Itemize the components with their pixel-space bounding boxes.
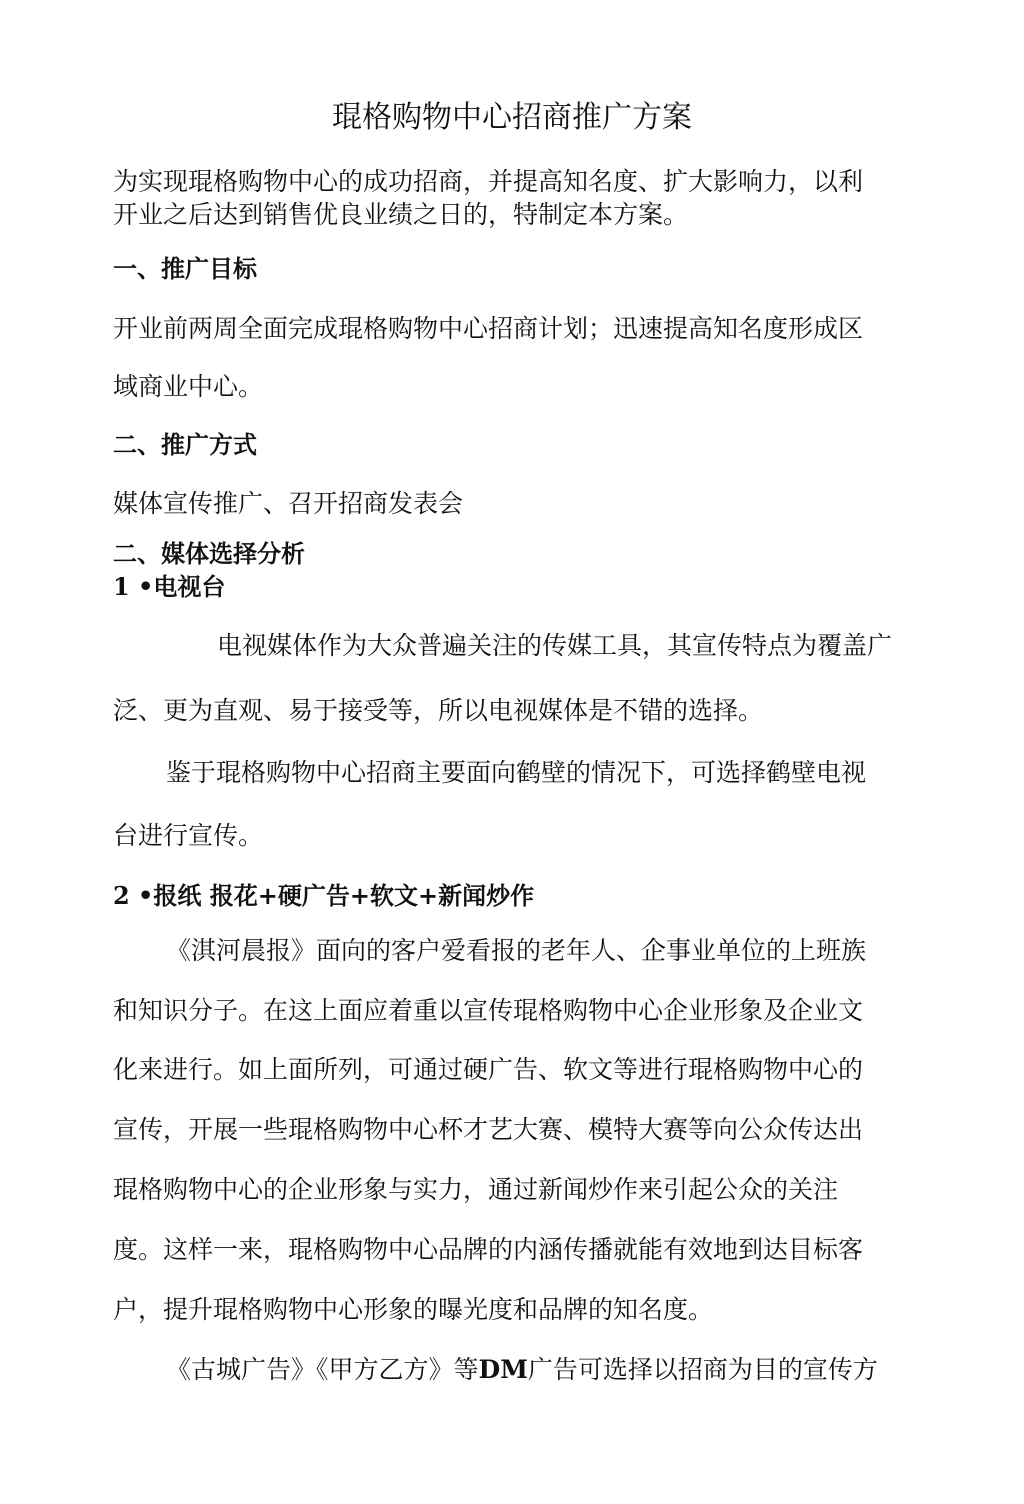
subheading-tv: 1 •电视台 <box>113 572 226 601</box>
news-para2-line-1 <box>166 1354 878 1386</box>
news-para2-text-a: 《古城广告》《甲方乙方》等 <box>166 1355 479 1384</box>
tv-para1-line-1: 电视媒体作为大众普遍关注的传媒工具，其宣传特点为覆盖广 <box>217 631 893 660</box>
news-para2-text-b: 广告可选择以招商为目的宣传方 <box>527 1355 878 1384</box>
intro-line-1: 为实现琨格购物中心的成功招商，并提高知名度、扩大影响力，以利 <box>113 167 864 196</box>
tv-para2-line-2: 台进行宣传。 <box>113 821 264 850</box>
news-para1-line-5: 琨格购物中心的企业形象与实力，通过新闻炒作来引起公众的关注 <box>113 1175 839 1204</box>
goals-line-2: 域商业中心。 <box>113 372 264 401</box>
methods-line-1: 媒体宣传推广、召开招商发表会 <box>113 489 464 518</box>
section-heading-media: 二、媒体选择分析 <box>113 539 305 568</box>
section-heading-methods: 二、推广方式 <box>113 430 257 459</box>
news-para1-line-3: 化来进行。如上面所列，可通过硬广告、软文等进行琨格购物中心的 <box>113 1055 864 1084</box>
tv-para1-line-2: 泛、更为直观、易于接受等，所以电视媒体是不错的选择。 <box>113 696 764 725</box>
news-para2-dm: DM <box>478 1355 528 1384</box>
subheading-newspaper: 2 •报纸 报花+硬广告+软文+新闻炒作 <box>113 881 535 910</box>
news-para1-line-2: 和知识分子。在这上面应着重以宣传琨格购物中心企业形象及企业文 <box>113 996 864 1025</box>
news-para1-line-1: 《淇河晨报》面向的客户爱看报的老年人、企事业单位的上班族 <box>166 936 867 965</box>
news-para1-line-4: 宣传，开展一些琨格购物中心杯才艺大赛、模特大赛等向公众传达出 <box>113 1115 864 1144</box>
intro-line-2: 开业之后达到销售优良业绩之日的，特制定本方案。 <box>113 200 689 229</box>
tv-para2-line-1: 鉴于琨格购物中心招商主要面向鹤壁的情况下，可选择鹤壁电视 <box>166 758 867 787</box>
section-heading-goals: 一、推广目标 <box>113 254 257 283</box>
news-para1-line-7: 户，提升琨格购物中心形象的曝光度和品牌的知名度。 <box>113 1295 714 1324</box>
page-title: 琨格购物中心招商推广方案 <box>332 100 692 135</box>
goals-line-1: 开业前两周全面完成琨格购物中心招商计划；迅速提高知名度形成区 <box>113 314 864 343</box>
news-para1-line-6: 度。这样一来，琨格购物中心品牌的内涵传播就能有效地到达目标客 <box>113 1235 864 1264</box>
